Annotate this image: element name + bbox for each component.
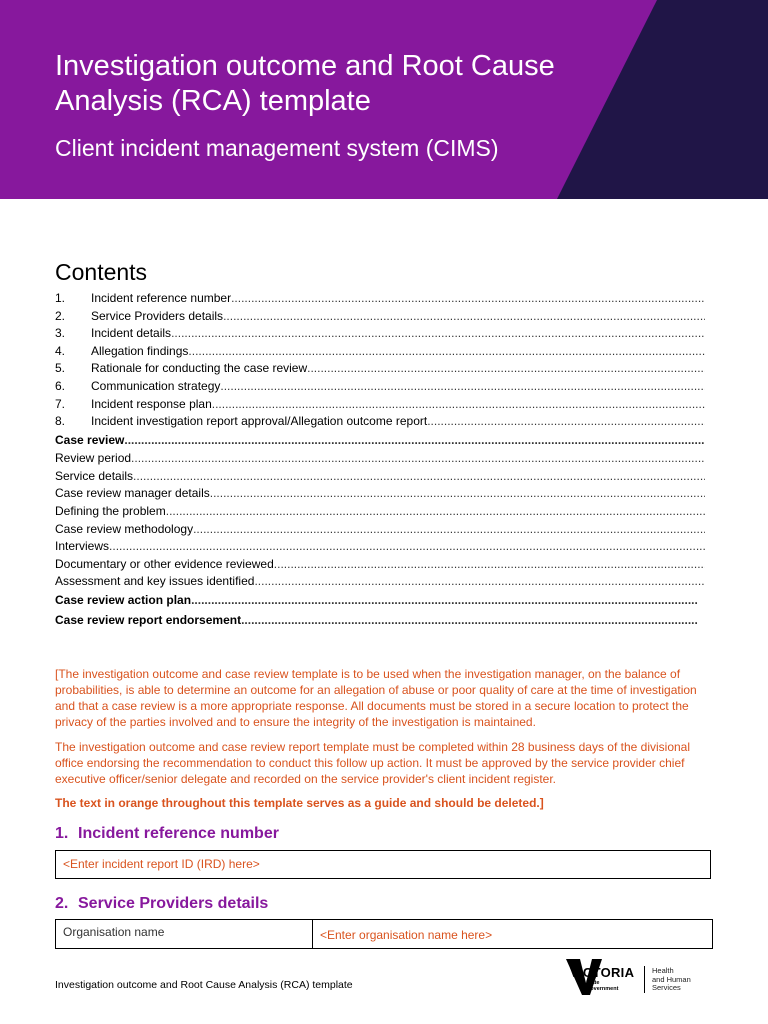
- toc-label: Rationale for conducting the case review: [91, 361, 308, 376]
- section-title: Service Providers details: [78, 895, 269, 912]
- toc-item[interactable]: [55, 378, 705, 396]
- section-number: 2.: [55, 895, 69, 912]
- department-name: [652, 967, 691, 993]
- logo-subtext: [586, 980, 618, 992]
- toc-label: Review period: [55, 451, 132, 466]
- toc-label: Allegation findings: [91, 343, 189, 358]
- logo-sub-line: State: [586, 980, 600, 986]
- toc-label: Incident reference number: [91, 291, 232, 305]
- toc-item[interactable]: [55, 556, 705, 574]
- toc-number: 3.: [55, 326, 66, 341]
- toc-label: Assessment and key issues identified: [55, 574, 255, 589]
- department-line: Services: [652, 983, 681, 992]
- toc-leader: [193, 521, 705, 539]
- service-provider-table: [55, 919, 713, 949]
- toc-item[interactable]: [55, 396, 705, 414]
- toc-label: Case review methodology: [55, 521, 194, 536]
- section-title: Incident reference number: [78, 825, 279, 842]
- toc-item-case-review[interactable]: [55, 431, 705, 451]
- toc-number: 2.: [55, 308, 66, 323]
- section-heading-service-providers: [55, 895, 268, 913]
- section-number: 1.: [55, 825, 69, 842]
- toc-leader: [133, 468, 705, 486]
- guidance-paragraph: The investigation outcome and case review report template must be completed within 28 business days of the divisional office endorsing the recommendation to conduct this follow up action. It must be approved by the service provider chief executive officer/senior delegate and recorded on the service provider's client incident register.: [55, 740, 691, 786]
- toc-number: 6.: [55, 378, 66, 393]
- toc-label: Case review action plan: [55, 593, 192, 607]
- logo-divider: [644, 966, 645, 993]
- toc-label: Service Providers details: [91, 308, 224, 323]
- department-line: Health: [652, 966, 674, 975]
- guidance-paragraph: [The investigation outcome and case review template is to be used when the investigation manager, on the balance of probabilities, is able to determine an outcome for an allegation of abuse or poor quality of care at the time of investigation and that a case review is a more appropriate response. All documents must be stored in a secure location to protect the privacy of the parties involved and to ensure the integrity of the investigation is maintained.: [55, 667, 697, 729]
- toc-leader: [109, 538, 705, 556]
- toc-item-action-plan[interactable]: [55, 591, 697, 611]
- toc-item[interactable]: [55, 485, 705, 503]
- incident-reference-field[interactable]: [55, 850, 711, 879]
- logo-sub-line: Government: [586, 986, 619, 992]
- toc-leader: [166, 503, 705, 521]
- toc-label: Documentary or other evidence reviewed: [55, 556, 274, 571]
- toc-item[interactable]: [55, 325, 705, 343]
- toc-item[interactable]: [55, 573, 705, 591]
- toc-label: Communication strategy: [91, 378, 221, 393]
- toc-label: Service details: [55, 468, 134, 483]
- organisation-name-label: Organisation name: [56, 920, 313, 948]
- toc-leader: [210, 485, 705, 503]
- toc-leader: [124, 431, 705, 451]
- toc-number: 7.: [55, 396, 66, 411]
- toc-leader: [188, 343, 705, 361]
- toc-number: 1.: [55, 291, 66, 305]
- toc-leader: [223, 308, 705, 326]
- victoria-government-logo: [536, 955, 746, 1015]
- toc-leader: [241, 611, 697, 631]
- toc-number: 4.: [55, 343, 66, 358]
- toc-label: Interviews: [55, 539, 110, 554]
- toc-label: Case review manager details: [55, 486, 210, 501]
- footer-text: Investigation outcome and Root Cause Analysis (RCA) template: [55, 979, 353, 991]
- document-title: Investigation outcome and Root Cause Analysis (RCA) template: [55, 50, 555, 117]
- toc-label: Case review report endorsement: [55, 612, 242, 627]
- contents-heading: Contents: [55, 259, 148, 285]
- toc-item[interactable]: [55, 521, 705, 539]
- toc-item[interactable]: [55, 468, 705, 486]
- toc-label: Incident details: [91, 326, 172, 341]
- toc-number: 8.: [55, 414, 66, 429]
- organisation-name-field[interactable]: <Enter organisation name here>: [320, 928, 493, 942]
- field-placeholder: <Enter incident report ID (IRD) here>: [63, 857, 260, 871]
- toc-label: Incident investigation report approval/Allegation outcome report: [91, 414, 428, 429]
- toc-item[interactable]: [55, 538, 705, 556]
- toc-leader: [131, 450, 705, 468]
- toc-leader: [254, 573, 705, 591]
- department-line: and Human: [652, 974, 691, 984]
- toc-item[interactable]: [55, 503, 705, 521]
- header-banner: [0, 0, 768, 199]
- toc-leader: [220, 378, 705, 396]
- toc-leader: [307, 360, 705, 378]
- toc-label: Incident response plan: [91, 396, 212, 411]
- toc-leader: [231, 290, 705, 308]
- toc-item[interactable]: [55, 308, 705, 326]
- toc-leader: [171, 325, 705, 343]
- toc-item-endorsement[interactable]: [55, 611, 697, 631]
- toc-item[interactable]: [55, 290, 705, 308]
- toc-label: Defining the problem: [55, 504, 166, 519]
- toc-item[interactable]: [55, 413, 705, 431]
- guidance-note: The text in orange throughout this template serves as a guide and should be deleted.]: [55, 796, 544, 810]
- toc-item[interactable]: [55, 360, 705, 378]
- toc-number: 5.: [55, 361, 66, 376]
- document-subtitle: Client incident management system (CIMS): [55, 135, 499, 161]
- toc-leader: [191, 591, 697, 611]
- toc-leader: [427, 413, 705, 431]
- table-of-contents: [55, 290, 705, 630]
- toc-leader: [274, 556, 705, 574]
- section-heading-incident-reference: [55, 825, 279, 843]
- toc-leader: [212, 396, 705, 414]
- toc-item[interactable]: [55, 343, 705, 361]
- toc-label: Case review: [55, 432, 125, 447]
- toc-item[interactable]: [55, 450, 705, 468]
- logo-wordmark: VICTORIA: [570, 965, 635, 980]
